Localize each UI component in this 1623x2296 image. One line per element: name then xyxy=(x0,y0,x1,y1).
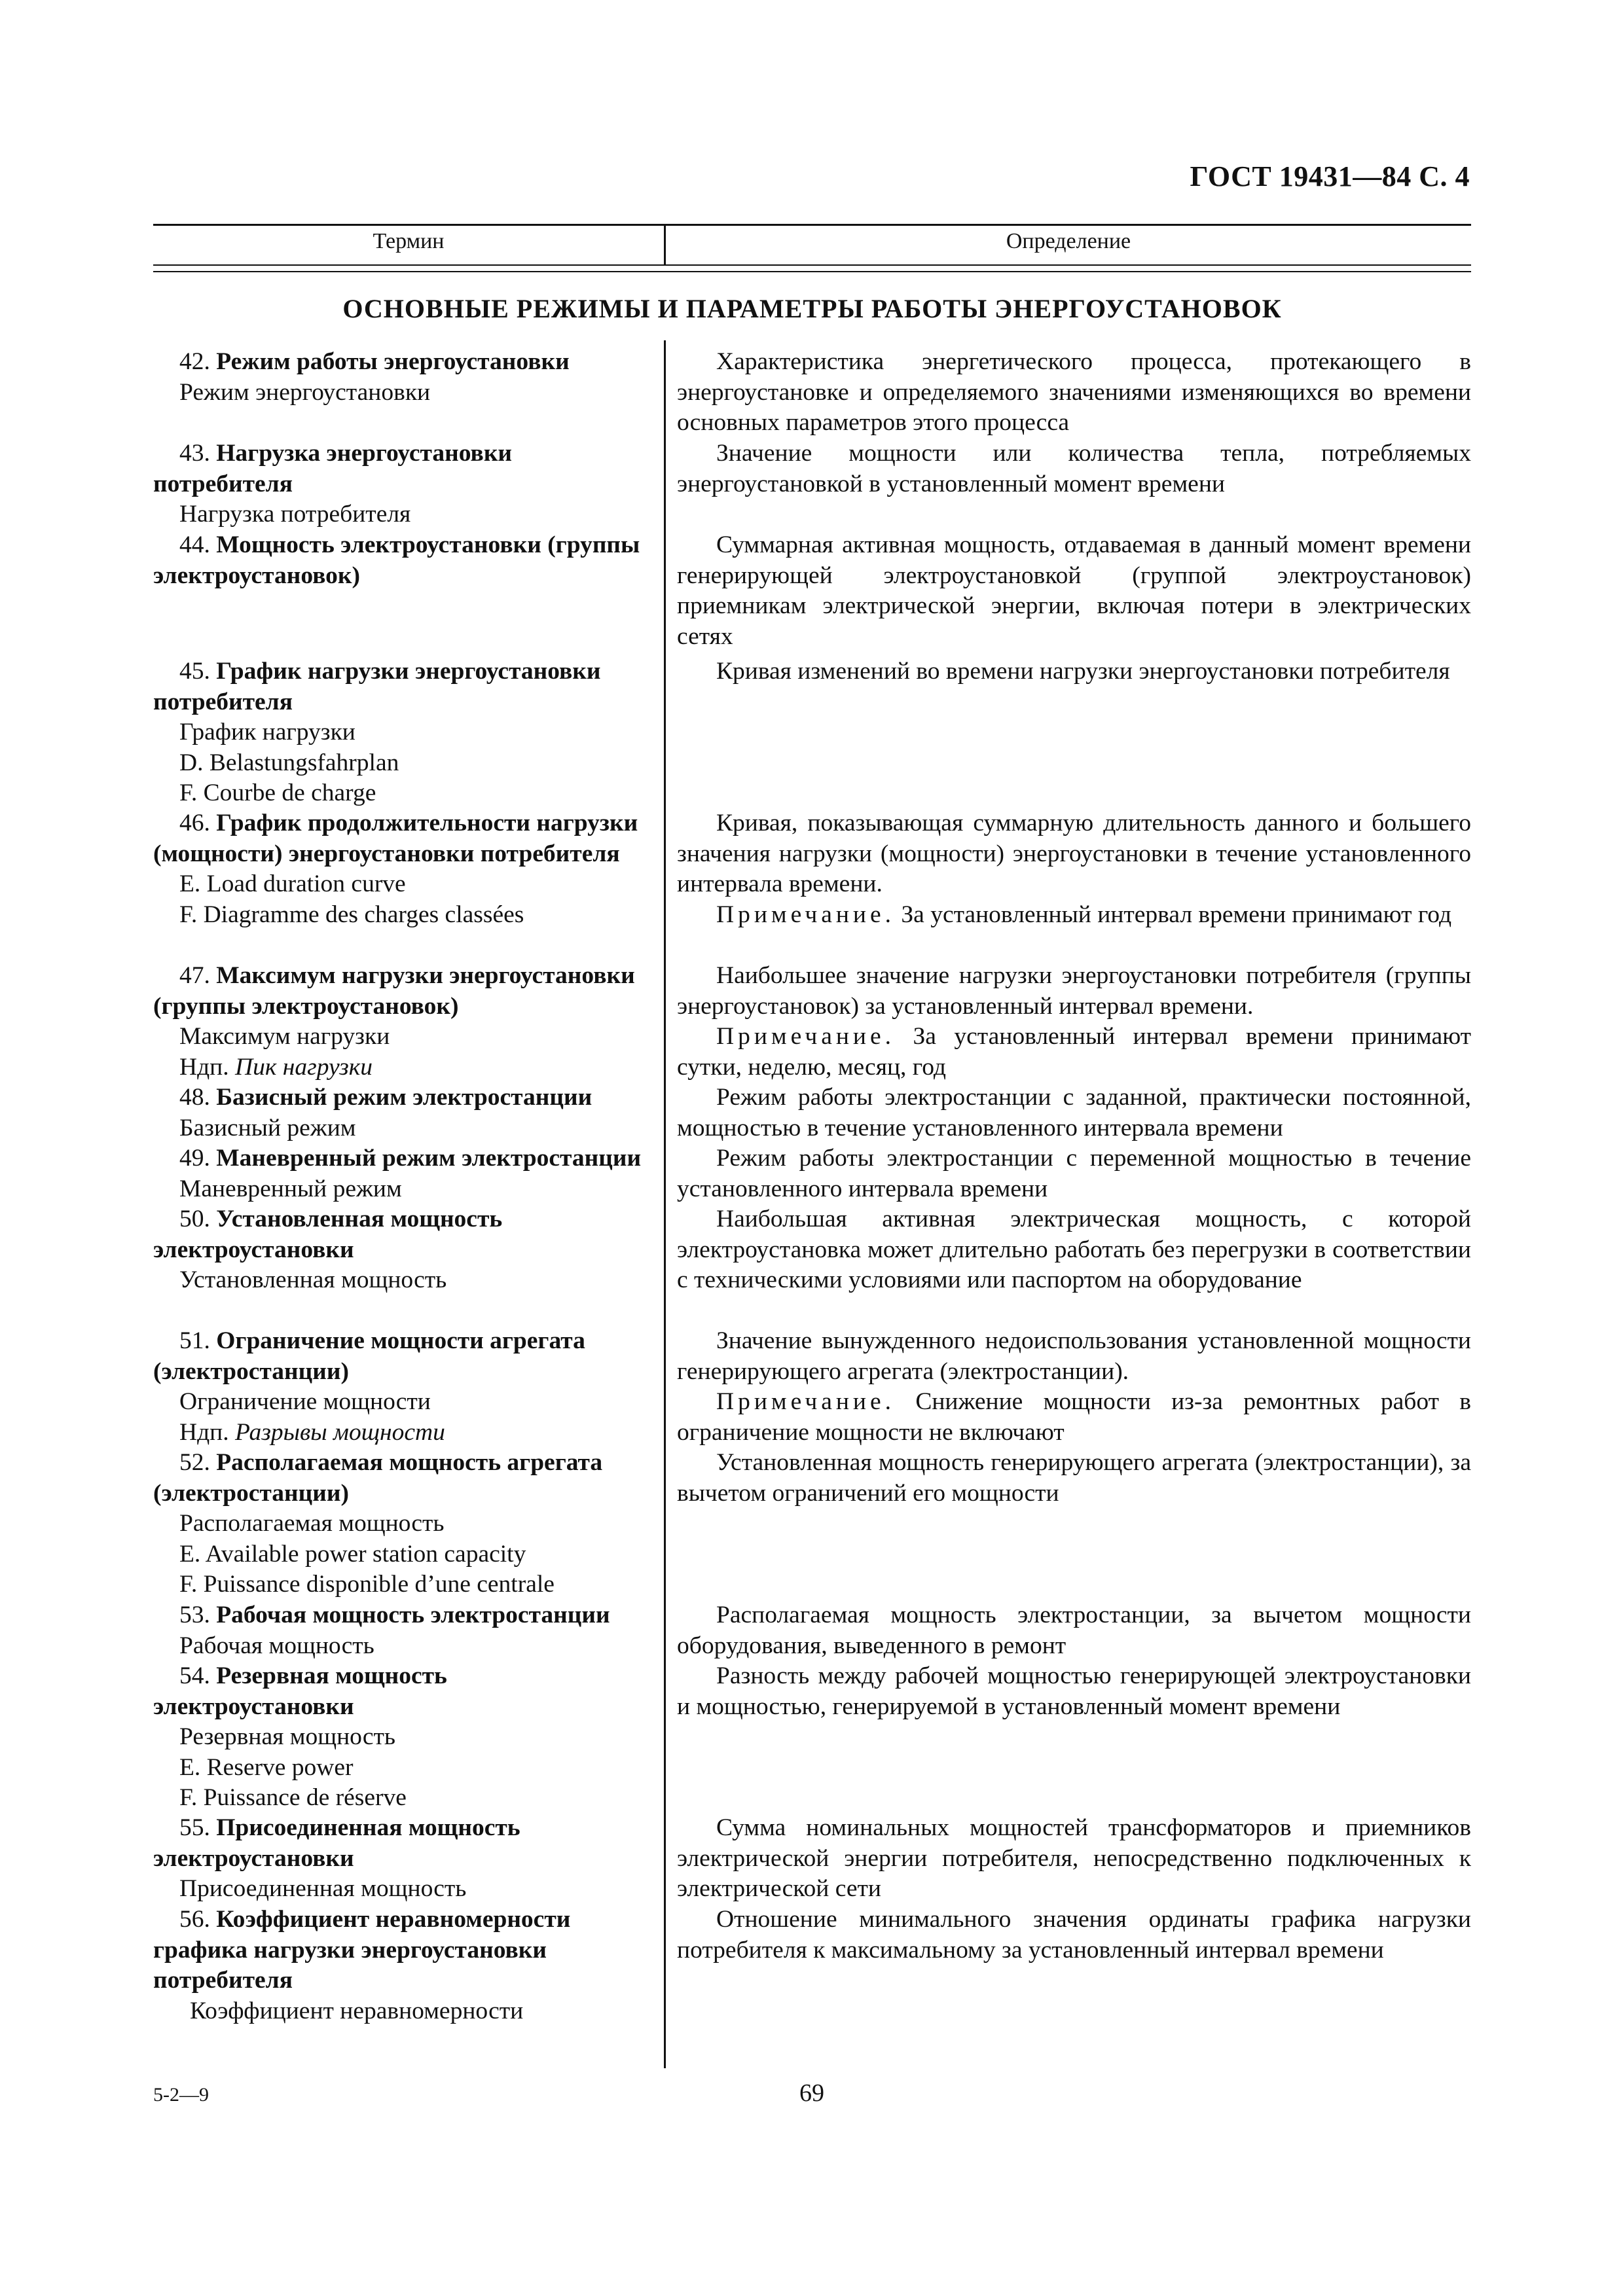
term-short: Коэффициент неравномерности xyxy=(190,1997,524,2024)
term-number: 44. xyxy=(179,531,210,558)
column-header-term: Термин xyxy=(373,229,445,253)
term-name xyxy=(153,961,649,1022)
definition-note xyxy=(677,1022,1471,1083)
table-top-rule xyxy=(153,224,1471,226)
page-header-title: ГОСТ 19431—84 С. 4 xyxy=(1190,160,1470,192)
term-german: D. Belastungsfahrplan xyxy=(179,749,399,776)
term-title: Максимум нагрузки энергоустановки (группы электроустановок) xyxy=(153,962,635,1020)
term-name xyxy=(153,1448,649,1509)
term-title: График нагрузки энергоустановки потребителя xyxy=(153,658,601,715)
definition-text: Режим работы электростанции с заданной, практически постоянной, мощностью в течение установленного интервала времени xyxy=(677,1084,1471,1141)
definition-44 xyxy=(677,530,1471,652)
definition-45 xyxy=(677,656,1471,687)
definition-text: Кривая, показывающая суммарную длительность данного и большего значения нагрузки (мощности) энергоустановки в течение установленного интервала времени. xyxy=(677,810,1471,897)
term-name xyxy=(153,1600,649,1631)
definition-49 xyxy=(677,1143,1471,1204)
term-name xyxy=(153,347,649,378)
term-french: F. Diagramme des charges classées xyxy=(179,901,524,928)
definition-text: Суммарная активная мощность, отдаваемая в данный момент времени генерирующей электроустановкой (группой электроустановок) приемникам электрической энергии, включая потери в электрических сетях xyxy=(677,531,1471,650)
term-52 xyxy=(153,1448,649,1600)
term-title: График продолжительности нагрузки (мощности) энергоустановки потребителя xyxy=(153,810,638,867)
term-title: Коэффициент неравномерности графика нагрузки энергоустановки потребителя xyxy=(153,1906,571,1994)
term-french: F. Puissance disponible d’une centrale xyxy=(179,1571,555,1598)
note-text: За установленный интервал времени принимают год xyxy=(901,901,1452,928)
term-title: Базисный режим электростанции xyxy=(216,1084,593,1111)
term-short: График нагрузки xyxy=(179,719,356,745)
note-label: Примечание. xyxy=(716,1388,896,1415)
term-short: Располагаемая мощность xyxy=(179,1510,445,1537)
term-title: Располагаемая мощность агрегата (электростанции) xyxy=(153,1449,603,1507)
term-short: Маневренный режим xyxy=(179,1175,402,1202)
term-title: Нагрузка энергоустановки потребителя xyxy=(153,440,513,497)
note-text: Снижение мощности из-за ремонтных работ в ограничение мощности не включают xyxy=(677,1388,1471,1446)
term-not-allowed xyxy=(153,1418,649,1448)
footer-code: 5-2—9 xyxy=(153,2084,209,2106)
table-head-rule-double xyxy=(153,271,1471,272)
definition-text: Установленная мощность генерирующего агрегата (электростанции), за вычетом ограничений его мощности xyxy=(677,1449,1471,1507)
ndp-term: Пик нагрузки xyxy=(234,1053,373,1081)
definition-text: Характеристика энергетического процесса, протекающего в энергоустановке и определяемого значениями изменяющихся во времени основных параметров этого процесса xyxy=(677,348,1471,436)
ndp-label: Ндп. xyxy=(179,1053,229,1081)
term-number: 45. xyxy=(179,658,210,685)
term-number: 42. xyxy=(179,348,210,375)
term-42 xyxy=(153,347,649,408)
section-title: ОСНОВНЫЕ РЕЖИМЫ И ПАРАМЕТРЫ РАБОТЫ ЭНЕРГОУСТАНОВОК xyxy=(342,294,1282,323)
term-short: Нагрузка потребителя xyxy=(179,501,411,528)
term-44 xyxy=(153,530,649,591)
term-english: E. Reserve power xyxy=(179,1753,354,1781)
term-title: Резервная мощность электроустановки xyxy=(153,1662,447,1720)
term-48 xyxy=(153,1083,649,1143)
term-55 xyxy=(153,1813,649,1905)
term-french: F. Puissance de réserve xyxy=(179,1784,407,1811)
term-45 xyxy=(153,656,649,809)
term-title: Рабочая мощность электростанции xyxy=(216,1602,610,1628)
term-name xyxy=(153,1661,649,1722)
definition-text: Значение мощности или количества тепла, потребляемых энергоустановкой в установленный момент времени xyxy=(677,440,1471,497)
note-text: За установленный интервал времени принимают сутки, неделю, месяц, год xyxy=(677,1023,1471,1081)
definition-43 xyxy=(677,439,1471,499)
term-51 xyxy=(153,1326,649,1448)
definition-note xyxy=(677,900,1471,931)
term-43 xyxy=(153,439,649,530)
term-name xyxy=(153,1326,649,1387)
definition-42 xyxy=(677,347,1471,439)
term-title: Мощность электроустановки (группы электроустановок) xyxy=(153,531,640,589)
term-number: 50. xyxy=(179,1206,210,1232)
definition-text: Режим работы электростанции с переменной мощностью в течение установленного интервала времени xyxy=(677,1145,1471,1202)
term-french: F. Courbe de charge xyxy=(179,780,376,806)
definition-text: Сумма номинальных мощностей трансформаторов и приемников электрической энергии потребителя, непосредственно подключенных к электрической сети xyxy=(677,1814,1471,1902)
term-name xyxy=(153,1905,649,1996)
page-number: 69 xyxy=(799,2079,824,2107)
column-divider-body xyxy=(664,340,666,2068)
definition-52 xyxy=(677,1448,1471,1509)
definition-text: Разность между рабочей мощностью генерирующей электроустановки и мощностью, генерируемой в установленный момент времени xyxy=(677,1662,1471,1720)
term-number: 48. xyxy=(179,1084,210,1111)
definition-55 xyxy=(677,1813,1471,1905)
term-english: E. Load duration curve xyxy=(179,870,406,897)
definition-text: Значение вынужденного недоиспользования установленной мощности генерирующего агрегата (электростанции). xyxy=(677,1327,1471,1385)
term-53 xyxy=(153,1600,649,1661)
term-short: Режим энергоустановки xyxy=(179,378,431,406)
definition-47 xyxy=(677,961,1471,1083)
definition-51 xyxy=(677,1326,1471,1448)
term-name xyxy=(153,439,649,499)
term-name xyxy=(153,808,649,869)
term-number: 56. xyxy=(179,1906,210,1933)
term-number: 46. xyxy=(179,810,210,836)
definition-54 xyxy=(677,1661,1471,1722)
term-short: Максимум нагрузки xyxy=(179,1023,390,1050)
term-name xyxy=(153,1083,649,1113)
term-short: Ограничение мощности xyxy=(179,1388,431,1415)
definition-text: Наибольшее значение нагрузки энергоустановки потребителя (группы энергоустановок) за установленный интервал времени. xyxy=(677,962,1471,1020)
definition-text: Наибольшая активная электрическая мощность, с которой электроустановка может длительно работать без перегрузки в соответствии с техническими условиями или паспортом на оборудование xyxy=(677,1206,1471,1293)
term-short: Резервная мощность xyxy=(179,1723,395,1750)
term-short: Присоединенная мощность xyxy=(179,1875,467,1902)
definition-text: Кривая изменений во времени нагрузки энергоустановки потребителя xyxy=(716,658,1450,685)
term-number: 43. xyxy=(179,440,210,467)
term-number: 53. xyxy=(179,1602,210,1628)
term-name xyxy=(153,656,649,717)
term-number: 51. xyxy=(179,1327,210,1354)
term-number: 52. xyxy=(179,1449,210,1476)
term-title: Присоединенная мощность электроустановки xyxy=(153,1814,520,1872)
term-49 xyxy=(153,1143,649,1204)
term-title: Ограничение мощности агрегата (электростанции) xyxy=(153,1327,585,1385)
term-number: 49. xyxy=(179,1145,210,1172)
definition-note xyxy=(677,1387,1471,1448)
ndp-label: Ндп. xyxy=(179,1418,229,1446)
term-title: Установленная мощность электроустановки xyxy=(153,1206,503,1263)
ndp-term: Разрывы мощности xyxy=(234,1418,445,1446)
column-header-definition: Определение xyxy=(1006,229,1131,253)
term-not-allowed xyxy=(153,1052,649,1083)
term-number: 55. xyxy=(179,1814,210,1841)
table-head-rule xyxy=(153,264,1471,266)
term-title: Маневренный режим электростанции xyxy=(216,1145,642,1172)
term-title: Режим работы энергоустановки xyxy=(216,348,570,375)
term-50 xyxy=(153,1204,649,1296)
note-label: Примечание. xyxy=(716,901,896,928)
term-short: Базисный режим xyxy=(179,1114,356,1141)
term-47 xyxy=(153,961,649,1083)
term-short: Установленная мощность xyxy=(179,1266,447,1293)
term-short: Рабочая мощность xyxy=(179,1632,374,1659)
term-name xyxy=(153,1813,649,1874)
term-number: 47. xyxy=(179,962,210,989)
definition-53 xyxy=(677,1600,1471,1661)
term-name xyxy=(153,530,649,591)
definition-text: Располагаемая мощность электростанции, за вычетом мощности оборудования, выведенного в ремонт xyxy=(677,1602,1471,1659)
term-54 xyxy=(153,1661,649,1814)
term-number: 54. xyxy=(179,1662,210,1689)
term-name xyxy=(153,1143,649,1174)
definition-46 xyxy=(677,808,1471,930)
term-46 xyxy=(153,808,649,930)
term-name xyxy=(153,1204,649,1265)
definition-text: Отношение минимального значения ординаты графика нагрузки потребителя к максимальному за установленный интервал времени xyxy=(677,1906,1471,1964)
definition-48 xyxy=(677,1083,1471,1143)
note-label: Примечание. xyxy=(716,1023,896,1050)
term-english: E. Available power station capacity xyxy=(179,1540,526,1568)
definition-56 xyxy=(677,1905,1471,1965)
definition-50 xyxy=(677,1204,1471,1296)
term-56 xyxy=(153,1905,649,2026)
